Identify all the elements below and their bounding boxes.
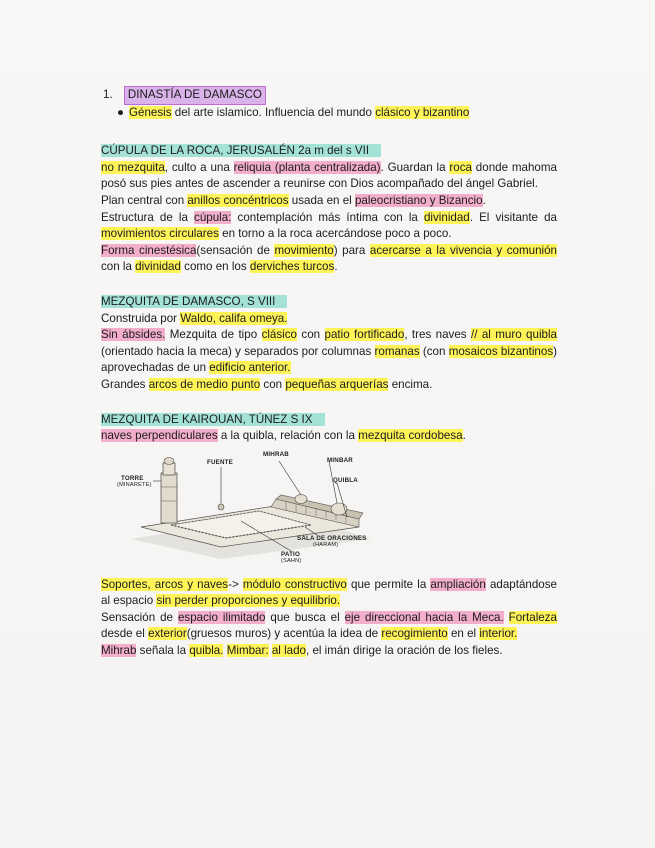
damasco-heading: MEZQUITA DE DAMASCO, S VIII [101, 294, 557, 311]
damasco-paragraph-2: Sin ábsides. Mezquita de tipo clásico con patio fortificado, tres naves // al muro quibla (orientado hacia la meca) y separados por columnas romanas (con mosaicos bizantinos) aprovechadas de un edificio anterior. [101, 328, 557, 375]
label-fuente: FUENTE [207, 458, 233, 466]
label-torre: TORRE [121, 474, 144, 482]
cupula-paragraph-1: no mezquita, culto a una reliquia (planta centralizada). Guardan la roca donde mahoma posó sus pies antes de ascender a reunirse con Dios acompañado del ángel Gabriel. [101, 160, 557, 191]
label-mihrab: MIHRAB [263, 450, 289, 458]
label-minarete: (MINARETE) [117, 481, 152, 488]
section-number: 1. [103, 88, 113, 101]
label-minbar: MINBAR [327, 456, 353, 464]
notes-content [101, 86, 557, 660]
damasco-paragraph-3: Grandes arcos de medio punto con pequeñas arquerías encima. [101, 377, 433, 391]
kairouan-illustration [101, 447, 557, 567]
label-quibla: QUIBLA [333, 476, 358, 484]
kairouan-paragraph-2: Soportes, arcos y naves-> módulo constructivo que permite la ampliación adaptándose al espacio sin perder proporciones y equilibrio. [101, 577, 558, 608]
cupula-paragraph-4: Forma cinestésica(sensación de movimiento) para acercarse a la vivencia y comunión con la divinidad como en los derviches turcos. [101, 243, 557, 274]
damasco-paragraph-1: Construida por Waldo, califa omeya. [101, 311, 288, 325]
cupula-heading: CÚPULA DE LA ROCA, JERUSALÉN 2a m del s VII [101, 143, 557, 160]
bullet-dot: ● [117, 105, 125, 119]
kairouan-paragraph-4: Mihrab señala la quibla. Mimbar: al lado, el imán dirige la oración de los fieles. [101, 644, 503, 658]
label-sahn: (SAHN) [281, 557, 302, 564]
label-haram: (HARAM) [313, 541, 339, 548]
label-sala: SALA DE ORACIONES [297, 534, 367, 542]
label-patio: PATIO [281, 550, 300, 558]
bullet-item: ● Génesis del arte islamico. Influencia del mundo clásico y bizantino [117, 105, 557, 122]
mosque-drawing [101, 447, 557, 567]
kairouan-paragraph-3: Sensación de espacio ilimitado que busca el eje direccional hacia la Meca. Fortaleza desde el exterior(gruesos muros) y acentúa la idea de recogimiento en el interior. [101, 610, 557, 641]
section-heading [103, 86, 557, 105]
kairouan-heading: MEZQUITA DE KAIROUAN, TÚNEZ S IX [101, 412, 557, 429]
section-title: DINASTÍA DE DAMASCO [124, 86, 266, 105]
kairouan-paragraph-1: naves perpendiculares a la quibla, relación con la mezquita cordobesa. [101, 429, 466, 443]
cupula-paragraph-3: Estructura de la cúpula: contemplación más íntima con la divinidad. El visitante da movimientos circulares en torno a la roca acercándose poco a poco. [101, 210, 557, 241]
cupula-paragraph-2: Plan central con anillos concéntricos usada en el paleocristiano y Bizancio. [101, 193, 486, 207]
